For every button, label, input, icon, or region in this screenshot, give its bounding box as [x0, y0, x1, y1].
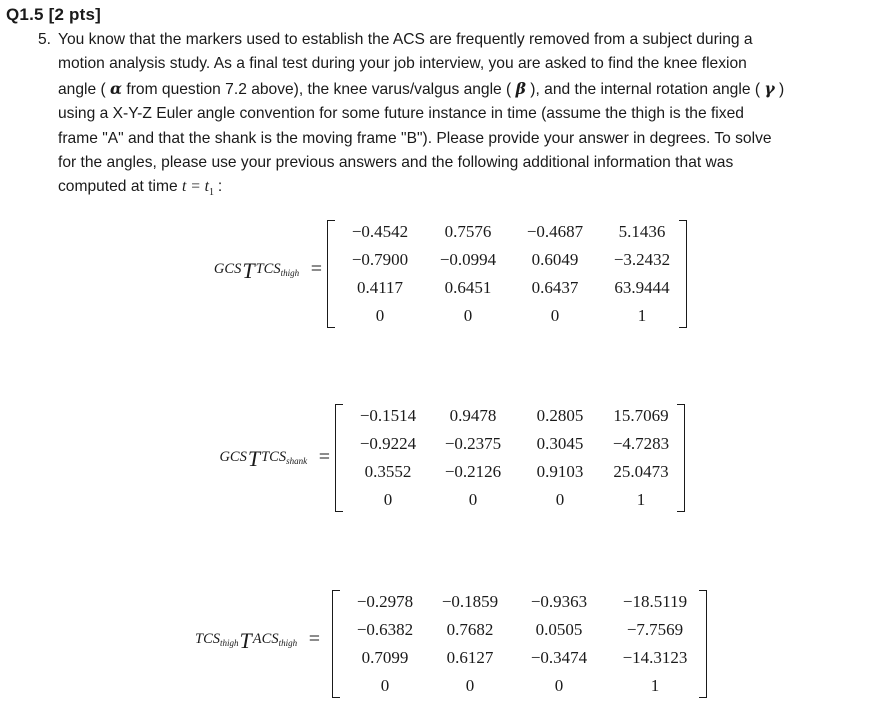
frame-to-subscript: thigh [278, 638, 298, 648]
frame-from-subscript: thigh [220, 638, 239, 648]
matrix-cell: 0 [380, 676, 390, 695]
equals-sign: = [310, 258, 322, 280]
matrix-cell: 0.7682 [446, 620, 494, 639]
frame-from: GCS [213, 261, 242, 277]
matrix-cell: −0.1514 [359, 406, 417, 425]
matrix-cell: 0 [375, 306, 385, 325]
beta-symbol: β [515, 78, 526, 98]
matrix-cell: 0 [554, 676, 564, 695]
text-line: motion analysis study. As a final test during your job interview, you are asked to find the knee flexion [58, 55, 747, 73]
text-line: You know that the markers used to establish the ACS are frequently removed from a subject during a [58, 31, 753, 48]
equals-sign: = [318, 446, 330, 468]
time-equation [181, 178, 218, 199]
gamma-symbol: γ [764, 78, 775, 98]
matrix-cell: −7.7569 [626, 620, 684, 639]
text-fragment: computed at time [58, 178, 178, 196]
text-fragment: ) [779, 80, 785, 98]
transform-symbol: T [242, 258, 255, 283]
matrix-cell: −0.2978 [356, 592, 414, 611]
matrix-cell: −14.3123 [622, 648, 688, 667]
matrix-cell: 0.3552 [364, 462, 412, 481]
left-bracket [327, 220, 335, 328]
matrix-cell: 0 [463, 306, 473, 325]
matrix-cell: 1 [650, 676, 660, 695]
matrix-cell: 63.9444 [614, 278, 670, 297]
matrix-cell: 0.9478 [449, 406, 497, 425]
text-fragment: ), and the internal rotation angle ( [530, 80, 761, 98]
matrix-cell: 0 [555, 490, 565, 509]
text-line [58, 77, 868, 102]
time-colon: : [217, 178, 223, 196]
matrix-cell: −18.5119 [622, 592, 688, 611]
text-fragment: angle ( [58, 80, 106, 98]
frame-from: TCS [195, 631, 221, 647]
alpha-symbol: α [110, 78, 123, 98]
left-bracket [332, 590, 340, 698]
matrix-cell: 0 [465, 676, 475, 695]
frame-to: TCS [261, 449, 287, 465]
matrix-label [219, 446, 330, 472]
matrix-cell: −4.7283 [612, 434, 670, 453]
matrix-cell: 0.4117 [356, 278, 404, 297]
matrix-cell: 0.2805 [536, 406, 584, 425]
transform-symbol: T [247, 446, 261, 471]
matrix-cell: 1 [636, 490, 646, 509]
frame-to: ACS [252, 631, 279, 647]
matrix-cell: 0 [383, 490, 393, 509]
transform-matrix [335, 404, 685, 512]
matrix-cell: 0.6049 [531, 250, 579, 269]
matrix-cell: 0.6127 [446, 648, 494, 667]
matrix-cell: −0.3474 [530, 648, 588, 667]
frame-to-subscript: shank [286, 456, 308, 466]
frame-from: GCS [219, 449, 247, 465]
matrix-cell: 25.0473 [613, 462, 669, 481]
time-t1: t [204, 178, 209, 196]
matrix-cell: 0.7576 [444, 222, 492, 241]
frame-to: TCS [255, 261, 281, 277]
matrix-cell: −0.4687 [526, 222, 584, 241]
matrix-label [214, 258, 322, 284]
transform-matrix [332, 590, 707, 698]
matrix-cell: 15.7069 [613, 406, 669, 425]
matrix-cell: −0.2126 [444, 462, 502, 481]
matrix-cell: 0 [468, 490, 478, 509]
time-subscript: 1 [209, 187, 214, 199]
text-line: using a X-Y-Z Euler angle convention for some future instance in time (assume the thigh is the fixed [58, 105, 744, 123]
time-equals: = [190, 178, 201, 196]
matrix-cell: 0.0505 [535, 620, 583, 639]
matrix-cell: −0.0994 [439, 250, 497, 269]
matrix-cell: −0.9224 [359, 434, 417, 453]
problem-text [58, 28, 868, 206]
transform-symbol: T [239, 628, 252, 653]
matrix-cell: −0.2375 [444, 434, 502, 453]
matrix-cell: 0.6437 [531, 278, 579, 297]
frame-to-subscript: thigh [280, 268, 300, 278]
transform-matrix [327, 220, 687, 328]
matrix-cell: −0.4542 [351, 222, 409, 241]
text-line [58, 175, 868, 206]
text-fragment: from question 7.2 above), the knee varus/valgus angle ( [126, 80, 512, 98]
matrix-cell: 0.9103 [536, 462, 584, 481]
equals-sign: = [308, 628, 320, 650]
matrix-cell: 1 [637, 306, 647, 325]
right-bracket [699, 590, 707, 698]
problem-number: 5. [38, 31, 52, 48]
matrix-label [195, 628, 320, 654]
matrix-cell: 0 [550, 306, 560, 325]
matrix-cell: 5.1436 [618, 222, 666, 241]
matrix-cell: −0.1859 [441, 592, 499, 611]
matrix-cell: 0.6451 [444, 278, 492, 297]
matrix-cell: −3.2432 [613, 250, 671, 269]
matrix-cell: −0.6382 [356, 620, 414, 639]
matrix-cell: −0.7900 [351, 250, 409, 269]
matrix-cell: 0.7099 [361, 648, 409, 667]
text-line: frame "A" and that the shank is the moving frame "B"). Please provide your answer in degrees. To solve [58, 129, 772, 147]
time-variable: t [181, 178, 187, 196]
left-bracket [335, 404, 343, 512]
question-header: Q1.5 [2 pts] [6, 5, 101, 24]
text-line: for the angles, please use your previous answers and the following additional information that was [58, 154, 734, 172]
problem-statement [38, 28, 868, 206]
matrix-cell: −0.9363 [530, 592, 588, 611]
matrix-cell: 0.3045 [536, 434, 584, 453]
